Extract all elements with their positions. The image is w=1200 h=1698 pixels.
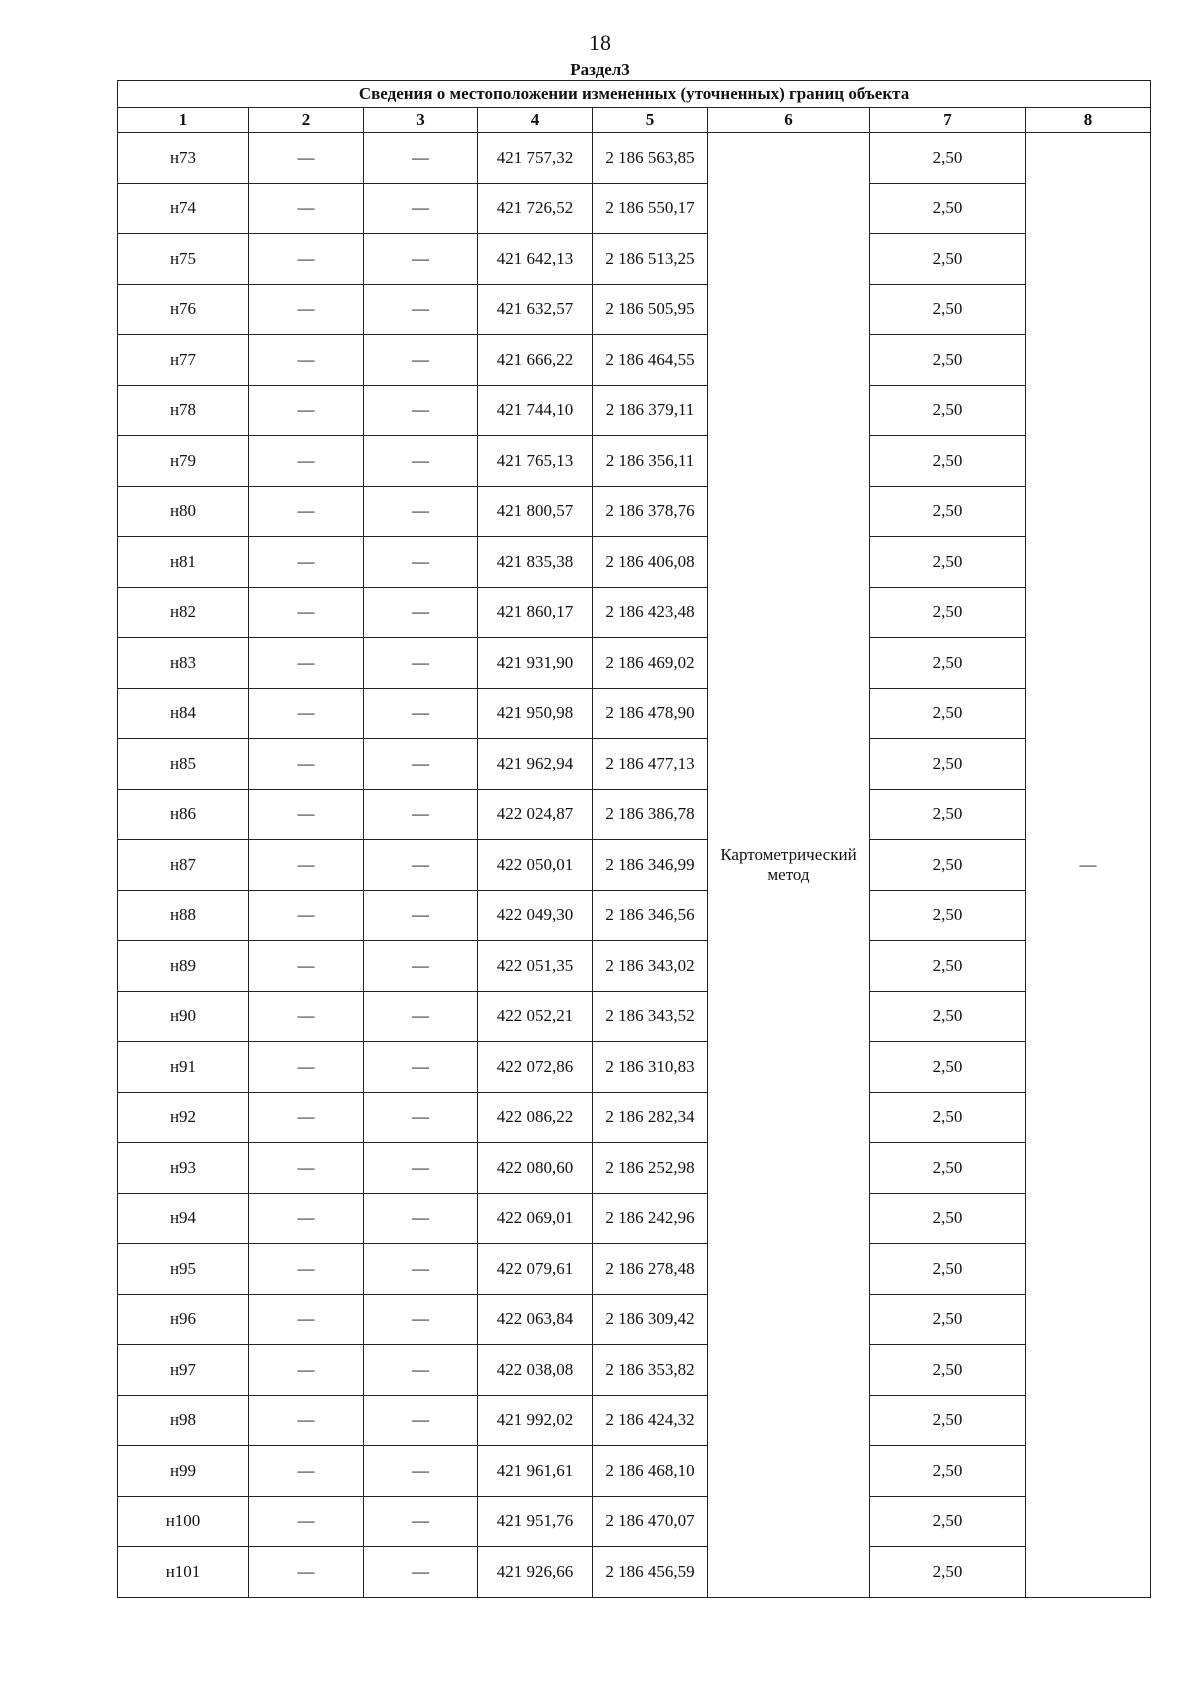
table-row bbox=[118, 486, 1151, 537]
y-coordinate-cell: 2 186 252,98 bbox=[593, 1143, 708, 1194]
point-cell: н90 bbox=[118, 991, 249, 1042]
x-coordinate-cell: 421 950,98 bbox=[478, 688, 593, 739]
precision-cell: 2,50 bbox=[870, 133, 1026, 184]
point-cell: н84 bbox=[118, 688, 249, 739]
table-row bbox=[118, 1143, 1151, 1194]
col3-cell: — bbox=[364, 1193, 478, 1244]
point-cell: н89 bbox=[118, 941, 249, 992]
point-cell: н93 bbox=[118, 1143, 249, 1194]
precision-cell: 2,50 bbox=[870, 1294, 1026, 1345]
column-number: 6 bbox=[708, 108, 870, 133]
column-number: 7 bbox=[870, 108, 1026, 133]
y-coordinate-cell: 2 186 346,99 bbox=[593, 840, 708, 891]
table-row bbox=[118, 284, 1151, 335]
col3-cell: — bbox=[364, 1496, 478, 1547]
precision-cell: 2,50 bbox=[870, 1143, 1026, 1194]
precision-cell: 2,50 bbox=[870, 941, 1026, 992]
y-coordinate-cell: 2 186 379,11 bbox=[593, 385, 708, 436]
col3-cell: — bbox=[364, 1294, 478, 1345]
col3-cell: — bbox=[364, 789, 478, 840]
table-row bbox=[118, 739, 1151, 790]
col3-cell: — bbox=[364, 436, 478, 487]
col3-cell: — bbox=[364, 739, 478, 790]
table-row bbox=[118, 1092, 1151, 1143]
col3-cell: — bbox=[364, 284, 478, 335]
point-cell: н97 bbox=[118, 1345, 249, 1396]
precision-cell: 2,50 bbox=[870, 1446, 1026, 1497]
y-coordinate-cell: 2 186 477,13 bbox=[593, 739, 708, 790]
x-coordinate-cell: 421 642,13 bbox=[478, 234, 593, 285]
table-row bbox=[118, 385, 1151, 436]
table-row bbox=[118, 537, 1151, 588]
precision-cell: 2,50 bbox=[870, 1345, 1026, 1396]
point-cell: н96 bbox=[118, 1294, 249, 1345]
y-coordinate-cell: 2 186 563,85 bbox=[593, 133, 708, 184]
col3-cell: — bbox=[364, 1042, 478, 1093]
point-cell: н99 bbox=[118, 1446, 249, 1497]
table-row bbox=[118, 1294, 1151, 1345]
col2-cell: — bbox=[249, 385, 364, 436]
column-number-row bbox=[118, 108, 1151, 133]
precision-cell: 2,50 bbox=[870, 385, 1026, 436]
col3-cell: — bbox=[364, 1345, 478, 1396]
precision-cell: 2,50 bbox=[870, 789, 1026, 840]
x-coordinate-cell: 422 049,30 bbox=[478, 890, 593, 941]
col3-cell: — bbox=[364, 1244, 478, 1295]
col2-cell: — bbox=[249, 436, 364, 487]
y-coordinate-cell: 2 186 513,25 bbox=[593, 234, 708, 285]
table-row bbox=[118, 1547, 1151, 1598]
x-coordinate-cell: 421 962,94 bbox=[478, 739, 593, 790]
y-coordinate-cell: 2 186 424,32 bbox=[593, 1395, 708, 1446]
table-row bbox=[118, 234, 1151, 285]
column-number: 8 bbox=[1026, 108, 1151, 133]
col2-cell: — bbox=[249, 991, 364, 1042]
col2-cell: — bbox=[249, 486, 364, 537]
precision-cell: 2,50 bbox=[870, 284, 1026, 335]
x-coordinate-cell: 422 072,86 bbox=[478, 1042, 593, 1093]
point-cell: н88 bbox=[118, 890, 249, 941]
y-coordinate-cell: 2 186 456,59 bbox=[593, 1547, 708, 1598]
col2-cell: — bbox=[249, 1446, 364, 1497]
precision-cell: 2,50 bbox=[870, 991, 1026, 1042]
point-cell: н92 bbox=[118, 1092, 249, 1143]
table-row bbox=[118, 688, 1151, 739]
col2-cell: — bbox=[249, 1244, 364, 1295]
point-cell: н77 bbox=[118, 335, 249, 386]
boundary-coordinates-table bbox=[117, 80, 1151, 1598]
col3-cell: — bbox=[364, 385, 478, 436]
table-row bbox=[118, 1193, 1151, 1244]
precision-cell: 2,50 bbox=[870, 1042, 1026, 1093]
precision-cell: 2,50 bbox=[870, 1244, 1026, 1295]
table-row bbox=[118, 991, 1151, 1042]
x-coordinate-cell: 422 080,60 bbox=[478, 1143, 593, 1194]
column-number: 5 bbox=[593, 108, 708, 133]
col3-cell: — bbox=[364, 183, 478, 234]
point-cell: н82 bbox=[118, 587, 249, 638]
col2-cell: — bbox=[249, 1547, 364, 1598]
point-cell: н81 bbox=[118, 537, 249, 588]
y-coordinate-cell: 2 186 310,83 bbox=[593, 1042, 708, 1093]
x-coordinate-cell: 421 992,02 bbox=[478, 1395, 593, 1446]
x-coordinate-cell: 421 666,22 bbox=[478, 335, 593, 386]
column-number: 3 bbox=[364, 108, 478, 133]
col2-cell: — bbox=[249, 688, 364, 739]
col2-cell: — bbox=[249, 1193, 364, 1244]
precision-cell: 2,50 bbox=[870, 739, 1026, 790]
table-row bbox=[118, 1244, 1151, 1295]
precision-cell: 2,50 bbox=[870, 587, 1026, 638]
column-number: 2 bbox=[249, 108, 364, 133]
col3-cell: — bbox=[364, 638, 478, 689]
y-coordinate-cell: 2 186 478,90 bbox=[593, 688, 708, 739]
col2-cell: — bbox=[249, 1143, 364, 1194]
col3-cell: — bbox=[364, 486, 478, 537]
table-row bbox=[118, 1446, 1151, 1497]
col3-cell: — bbox=[364, 587, 478, 638]
y-coordinate-cell: 2 186 505,95 bbox=[593, 284, 708, 335]
col3-cell: — bbox=[364, 890, 478, 941]
x-coordinate-cell: 421 757,32 bbox=[478, 133, 593, 184]
precision-cell: 2,50 bbox=[870, 840, 1026, 891]
col3-cell: — bbox=[364, 133, 478, 184]
table-row bbox=[118, 890, 1151, 941]
x-coordinate-cell: 421 926,66 bbox=[478, 1547, 593, 1598]
point-cell: н83 bbox=[118, 638, 249, 689]
col2-cell: — bbox=[249, 1294, 364, 1345]
table-row bbox=[118, 587, 1151, 638]
y-coordinate-cell: 2 186 406,08 bbox=[593, 537, 708, 588]
column-number: 1 bbox=[118, 108, 249, 133]
col3-cell: — bbox=[364, 688, 478, 739]
point-cell: н76 bbox=[118, 284, 249, 335]
point-cell: н91 bbox=[118, 1042, 249, 1093]
col2-cell: — bbox=[249, 1092, 364, 1143]
method-cell: Картометрический метод bbox=[708, 133, 870, 1598]
page-number: 18 bbox=[589, 30, 611, 55]
x-coordinate-cell: 422 038,08 bbox=[478, 1345, 593, 1396]
col3-cell: — bbox=[364, 1092, 478, 1143]
x-coordinate-cell: 422 052,21 bbox=[478, 991, 593, 1042]
y-coordinate-cell: 2 186 343,02 bbox=[593, 941, 708, 992]
x-coordinate-cell: 421 800,57 bbox=[478, 486, 593, 537]
x-coordinate-cell: 421 961,61 bbox=[478, 1446, 593, 1497]
precision-cell: 2,50 bbox=[870, 1547, 1026, 1598]
point-cell: н86 bbox=[118, 789, 249, 840]
col2-cell: — bbox=[249, 1395, 364, 1446]
y-coordinate-cell: 2 186 343,52 bbox=[593, 991, 708, 1042]
precision-cell: 2,50 bbox=[870, 688, 1026, 739]
x-coordinate-cell: 422 086,22 bbox=[478, 1092, 593, 1143]
x-coordinate-cell: 422 024,87 bbox=[478, 789, 593, 840]
col2-cell: — bbox=[249, 1042, 364, 1093]
table-title-row bbox=[118, 81, 1151, 108]
precision-cell: 2,50 bbox=[870, 436, 1026, 487]
y-coordinate-cell: 2 186 278,48 bbox=[593, 1244, 708, 1295]
x-coordinate-cell: 421 860,17 bbox=[478, 587, 593, 638]
point-cell: н79 bbox=[118, 436, 249, 487]
col3-cell: — bbox=[364, 234, 478, 285]
col2-cell: — bbox=[249, 234, 364, 285]
precision-cell: 2,50 bbox=[870, 183, 1026, 234]
col2-cell: — bbox=[249, 183, 364, 234]
y-coordinate-cell: 2 186 470,07 bbox=[593, 1496, 708, 1547]
col2-cell: — bbox=[249, 890, 364, 941]
col2-cell: — bbox=[249, 284, 364, 335]
precision-cell: 2,50 bbox=[870, 234, 1026, 285]
y-coordinate-cell: 2 186 550,17 bbox=[593, 183, 708, 234]
point-cell: н87 bbox=[118, 840, 249, 891]
col2-cell: — bbox=[249, 739, 364, 790]
y-coordinate-cell: 2 186 469,02 bbox=[593, 638, 708, 689]
col2-cell: — bbox=[249, 537, 364, 588]
x-coordinate-cell: 421 744,10 bbox=[478, 385, 593, 436]
col3-cell: — bbox=[364, 537, 478, 588]
point-cell: н80 bbox=[118, 486, 249, 537]
point-cell: н85 bbox=[118, 739, 249, 790]
table-body bbox=[118, 133, 1151, 1598]
x-coordinate-cell: 421 931,90 bbox=[478, 638, 593, 689]
table-row bbox=[118, 1042, 1151, 1093]
y-coordinate-cell: 2 186 282,34 bbox=[593, 1092, 708, 1143]
col3-cell: — bbox=[364, 335, 478, 386]
x-coordinate-cell: 422 050,01 bbox=[478, 840, 593, 891]
column-number: 4 bbox=[478, 108, 593, 133]
y-coordinate-cell: 2 186 353,82 bbox=[593, 1345, 708, 1396]
col2-cell: — bbox=[249, 587, 364, 638]
y-coordinate-cell: 2 186 309,42 bbox=[593, 1294, 708, 1345]
table-row bbox=[118, 436, 1151, 487]
point-cell: н78 bbox=[118, 385, 249, 436]
section-title: Раздел3 bbox=[570, 60, 630, 79]
point-cell: н98 bbox=[118, 1395, 249, 1446]
y-coordinate-cell: 2 186 386,78 bbox=[593, 789, 708, 840]
point-cell: н101 bbox=[118, 1547, 249, 1598]
point-cell: н94 bbox=[118, 1193, 249, 1244]
table-row bbox=[118, 789, 1151, 840]
precision-cell: 2,50 bbox=[870, 1496, 1026, 1547]
table-row bbox=[118, 183, 1151, 234]
x-coordinate-cell: 421 951,76 bbox=[478, 1496, 593, 1547]
y-coordinate-cell: 2 186 423,48 bbox=[593, 587, 708, 638]
col3-cell: — bbox=[364, 1395, 478, 1446]
precision-cell: 2,50 bbox=[870, 1193, 1026, 1244]
table-row bbox=[118, 335, 1151, 386]
col8-cell: — bbox=[1026, 133, 1151, 1598]
table-row bbox=[118, 941, 1151, 992]
precision-cell: 2,50 bbox=[870, 1395, 1026, 1446]
x-coordinate-cell: 421 726,52 bbox=[478, 183, 593, 234]
y-coordinate-cell: 2 186 378,76 bbox=[593, 486, 708, 537]
table-row bbox=[118, 1395, 1151, 1446]
precision-cell: 2,50 bbox=[870, 890, 1026, 941]
col3-cell: — bbox=[364, 1446, 478, 1497]
table-row bbox=[118, 638, 1151, 689]
precision-cell: 2,50 bbox=[870, 638, 1026, 689]
col2-cell: — bbox=[249, 789, 364, 840]
x-coordinate-cell: 422 079,61 bbox=[478, 1244, 593, 1295]
y-coordinate-cell: 2 186 242,96 bbox=[593, 1193, 708, 1244]
table-row bbox=[118, 1496, 1151, 1547]
col2-cell: — bbox=[249, 1345, 364, 1396]
point-cell: н75 bbox=[118, 234, 249, 285]
y-coordinate-cell: 2 186 356,11 bbox=[593, 436, 708, 487]
col3-cell: — bbox=[364, 991, 478, 1042]
precision-cell: 2,50 bbox=[870, 537, 1026, 588]
point-cell: н74 bbox=[118, 183, 249, 234]
col2-cell: — bbox=[249, 941, 364, 992]
x-coordinate-cell: 422 063,84 bbox=[478, 1294, 593, 1345]
x-coordinate-cell: 421 632,57 bbox=[478, 284, 593, 335]
precision-cell: 2,50 bbox=[870, 1092, 1026, 1143]
point-cell: н100 bbox=[118, 1496, 249, 1547]
precision-cell: 2,50 bbox=[870, 335, 1026, 386]
col2-cell: — bbox=[249, 1496, 364, 1547]
y-coordinate-cell: 2 186 464,55 bbox=[593, 335, 708, 386]
precision-cell: 2,50 bbox=[870, 486, 1026, 537]
col2-cell: — bbox=[249, 840, 364, 891]
point-cell: н73 bbox=[118, 133, 249, 184]
table-row bbox=[118, 1345, 1151, 1396]
col2-cell: — bbox=[249, 335, 364, 386]
x-coordinate-cell: 422 051,35 bbox=[478, 941, 593, 992]
table-row bbox=[118, 840, 1151, 891]
x-coordinate-cell: 422 069,01 bbox=[478, 1193, 593, 1244]
x-coordinate-cell: 421 835,38 bbox=[478, 537, 593, 588]
col3-cell: — bbox=[364, 1143, 478, 1194]
col2-cell: — bbox=[249, 638, 364, 689]
col3-cell: — bbox=[364, 1547, 478, 1598]
y-coordinate-cell: 2 186 346,56 bbox=[593, 890, 708, 941]
table-title: Сведения о местоположении измененных (уточненных) границ объекта bbox=[118, 81, 1151, 108]
y-coordinate-cell: 2 186 468,10 bbox=[593, 1446, 708, 1497]
point-cell: н95 bbox=[118, 1244, 249, 1295]
x-coordinate-cell: 421 765,13 bbox=[478, 436, 593, 487]
col3-cell: — bbox=[364, 941, 478, 992]
col2-cell: — bbox=[249, 133, 364, 184]
table-row bbox=[118, 133, 1151, 184]
col3-cell: — bbox=[364, 840, 478, 891]
